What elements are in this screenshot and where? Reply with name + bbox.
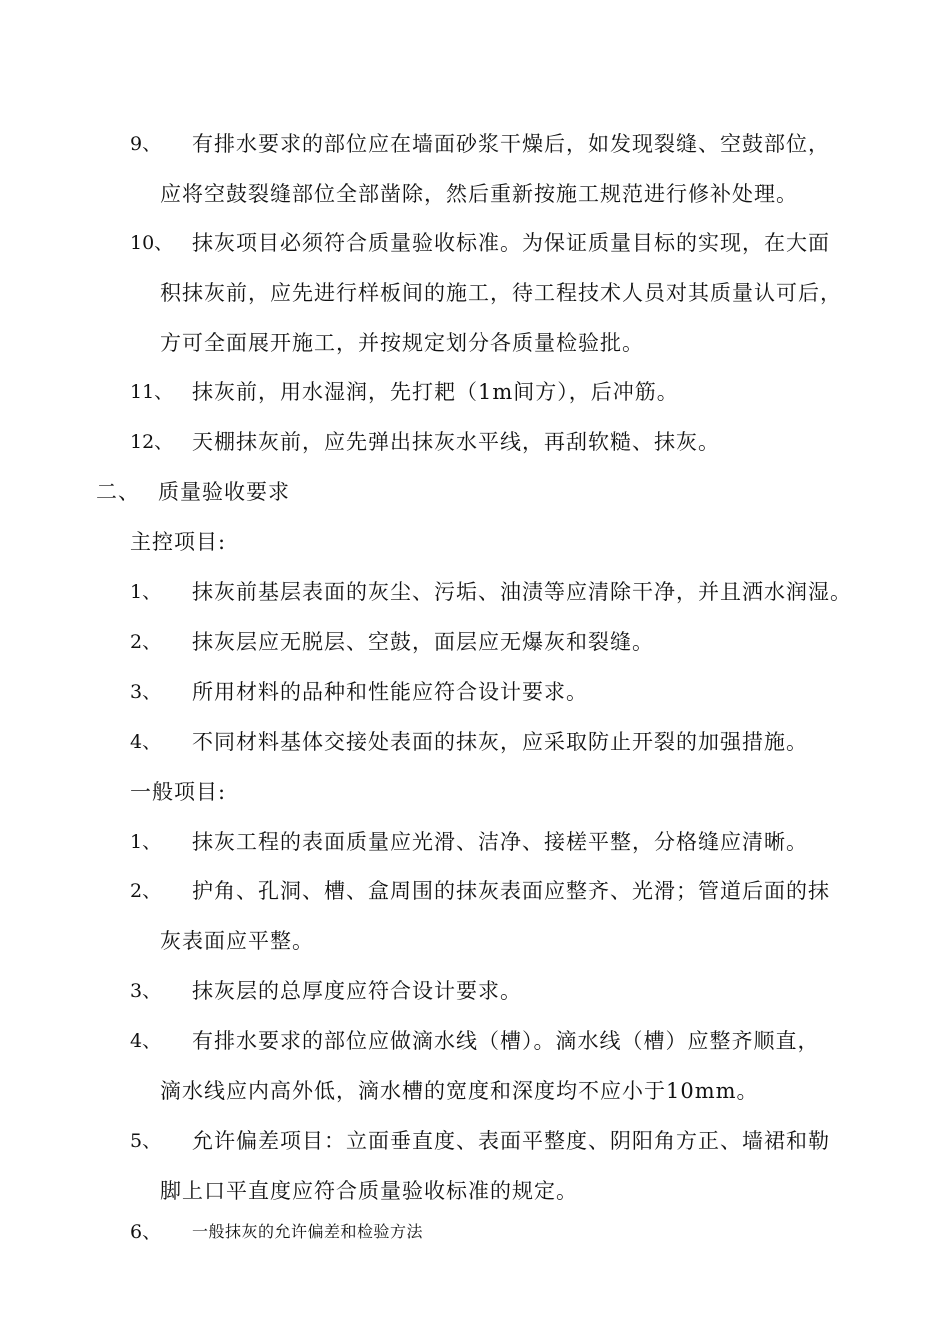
general-item-1-number: 1、 (130, 831, 162, 853)
general-item-3-number: 3、 (130, 980, 162, 1002)
main-item-4-line-1: 不同材料基体交接处表面的抹灰，应采取防止开裂的加强措施。 (192, 730, 808, 754)
item-10-line-2: 积抹灰前，应先进行样板间的施工，待工程技术人员对其质量认可后， (160, 281, 842, 305)
main-item-4-number: 4、 (130, 731, 162, 753)
general-item-3-line-1: 抹灰层的总厚度应符合设计要求。 (192, 979, 522, 1003)
item-10-number: 10、 (130, 232, 174, 254)
general-item-5-line-1: 允许偏差项目：立面垂直度、表面平整度、阴阳角方正、墙裙和勒 (192, 1129, 830, 1153)
item-10-line-3: 方可全面展开施工，并按规定划分各质量检验批。 (160, 331, 644, 355)
main-item-2-line-1: 抹灰层应无脱层、空鼓，面层应无爆灰和裂缝。 (192, 630, 654, 654)
item-9-line-2: 应将空鼓裂缝部位全部凿除，然后重新按施工规范进行修补处理。 (160, 182, 798, 206)
main-item-2-number: 2、 (130, 631, 162, 653)
general-item-5-number: 5、 (130, 1130, 162, 1152)
item-12-line-1: 天棚抹灰前，应先弹出抹灰水平线，再刮软糙、抹灰。 (192, 430, 720, 454)
item-12-number: 12、 (130, 431, 174, 453)
main-item-1-number: 1、 (130, 581, 162, 603)
item-11-number: 11、 (130, 381, 174, 403)
main-item-1-line-1: 抹灰前基层表面的灰尘、污垢、油渍等应清除干净，并且洒水润湿。 (192, 580, 852, 604)
general-item-6-line-1: 一般抹灰的允许偏差和检验方法 (192, 1222, 424, 1241)
general-item-4-line-1: 有排水要求的部位应做滴水线（槽）。滴水线（槽）应整齐顺直， (192, 1029, 820, 1053)
general-item-5-line-2: 脚上口平直度应符合质量验收标准的规定。 (160, 1179, 578, 1203)
item-11-line-1: 抹灰前，用水湿润，先打耙（1m间方），后冲筋。 (192, 380, 679, 404)
general-item-4-line-2: 滴水线应内高外低，滴水槽的宽度和深度均不应小于10mm。 (160, 1079, 759, 1103)
general-heading: 一般项目: (130, 780, 227, 804)
general-item-4-number: 4、 (130, 1030, 162, 1052)
item-9-line-1: 有排水要求的部位应在墙面砂浆干燥后，如发现裂缝、空鼓部位， (192, 132, 830, 156)
section-title: 质量验收要求 (158, 480, 290, 504)
general-item-6-number: 6、 (130, 1221, 162, 1243)
item-9-number: 9、 (130, 133, 162, 155)
general-item-2-line-2: 灰表面应平整。 (160, 929, 314, 953)
general-item-1-line-1: 抹灰工程的表面质量应光滑、洁净、接槎平整，分格缝应清晰。 (192, 830, 808, 854)
item-10-line-1: 抹灰项目必须符合质量验收标准。为保证质量目标的实现，在大面 (192, 231, 830, 255)
main-item-3-line-1: 所用材料的品种和性能应符合设计要求。 (192, 680, 588, 704)
general-item-2-line-1: 护角、孔洞、槽、盒周围的抹灰表面应整齐、光滑；管道后面的抹 (192, 879, 830, 903)
general-item-2-number: 2、 (130, 880, 162, 902)
section-number: 二、 (96, 480, 140, 504)
main-control-heading: 主控项目: (130, 530, 227, 554)
main-item-3-number: 3、 (130, 681, 162, 703)
